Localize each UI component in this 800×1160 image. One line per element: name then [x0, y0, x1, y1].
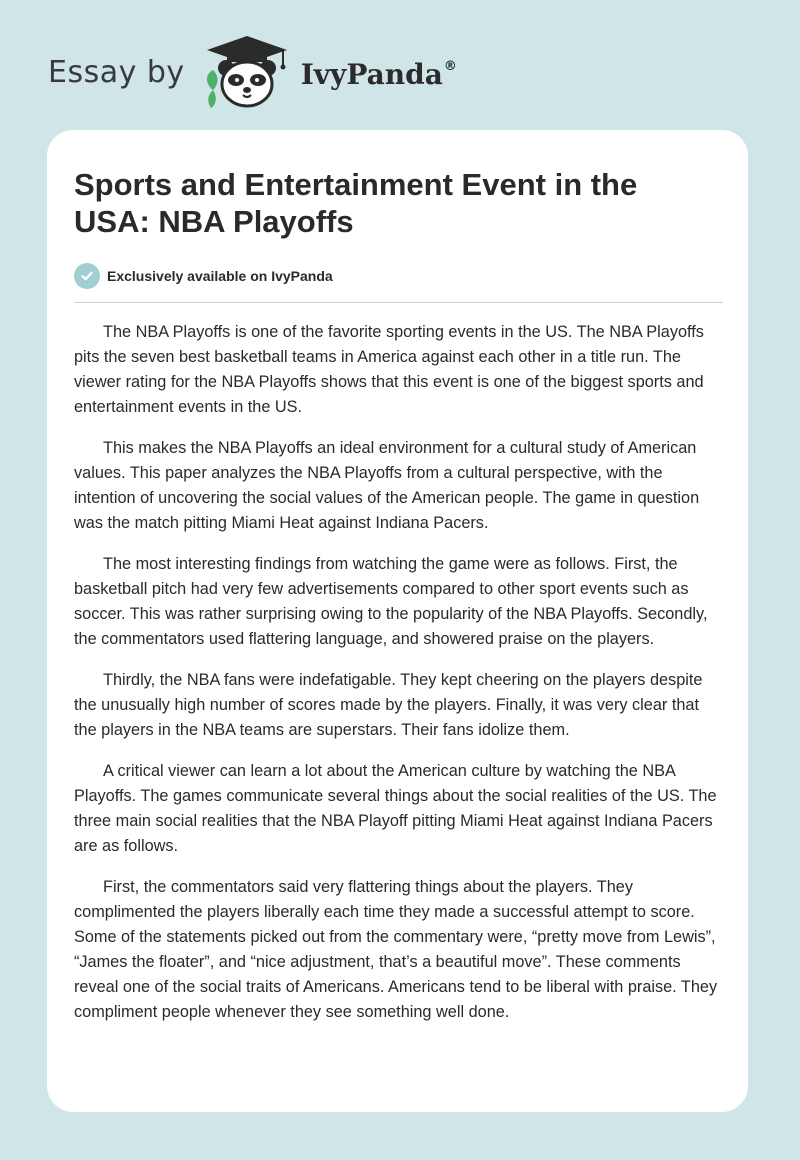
- essay-body: [74, 320, 725, 1041]
- paragraph: First, the commentators said very flattering things about the players. They complimented the players liberally each time they made a successful attempt to score. Some of the statements picked out from the commentary were, “pretty move from Lewis”, “James the floater”, and “nice adjustment, that’s a beautiful move”. These comments reveal one of the social traits of Americans. Americans tend to be liberal with praise. They compliment people whenever they see something well done.: [74, 878, 718, 1021]
- exclusive-badge-label: Exclusively available on IvyPanda: [107, 268, 333, 284]
- exclusive-badge: [74, 263, 333, 289]
- essay-card: [47, 130, 748, 1112]
- registered-mark: ®: [443, 58, 457, 74]
- paragraph: The most interesting findings from watching the game were as follows. First, the basketball pitch had very few advertisements compared to other sport events such as soccer. This was rather surprising owing to the popularity of the NBA Playoffs. Secondly, the commentators used flattering language, and showered praise on the players.: [74, 555, 708, 648]
- page-title: Sports and Entertainment Event in the USA: NBA Playoffs: [74, 167, 638, 239]
- paragraph: This makes the NBA Playoffs an ideal environment for a cultural study of American values. This paper analyzes the NBA Playoffs from a cultural perspective, with the intention of uncovering the social values of the American people. The game in question was the match pitting Miami Heat against Indiana Pacers.: [74, 439, 700, 532]
- essay-by-label: Essay by: [48, 54, 185, 90]
- paragraph: Thirdly, the NBA fans were indefatigable. They kept cheering on the players despite the unusually high number of scores made by the players. Finally, it was very clear that the players in the NBA teams are superstars. Their fans idolize them.: [74, 671, 703, 739]
- site-header: [48, 34, 548, 110]
- paragraph: A critical viewer can learn a lot about the American culture by watching the NBA Playoffs. The games communicate several things about the social realities of the US. The three main social realities that the NBA Playoff pitting Miami Heat against Indiana Pacers are as follows.: [74, 762, 717, 855]
- check-circle-icon: [74, 263, 100, 289]
- panda-graduate-logo-icon: [199, 34, 295, 110]
- divider: [74, 302, 723, 303]
- paragraph: The NBA Playoffs is one of the favorite sporting events in the US. The NBA Playoffs pits the seven best basketball teams in America against each other in a title run. The viewer rating for the NBA Playoffs shows that this event is one of the biggest sports and entertainment events in the US.: [74, 323, 704, 416]
- brand-name: IvyPanda®: [300, 57, 457, 91]
